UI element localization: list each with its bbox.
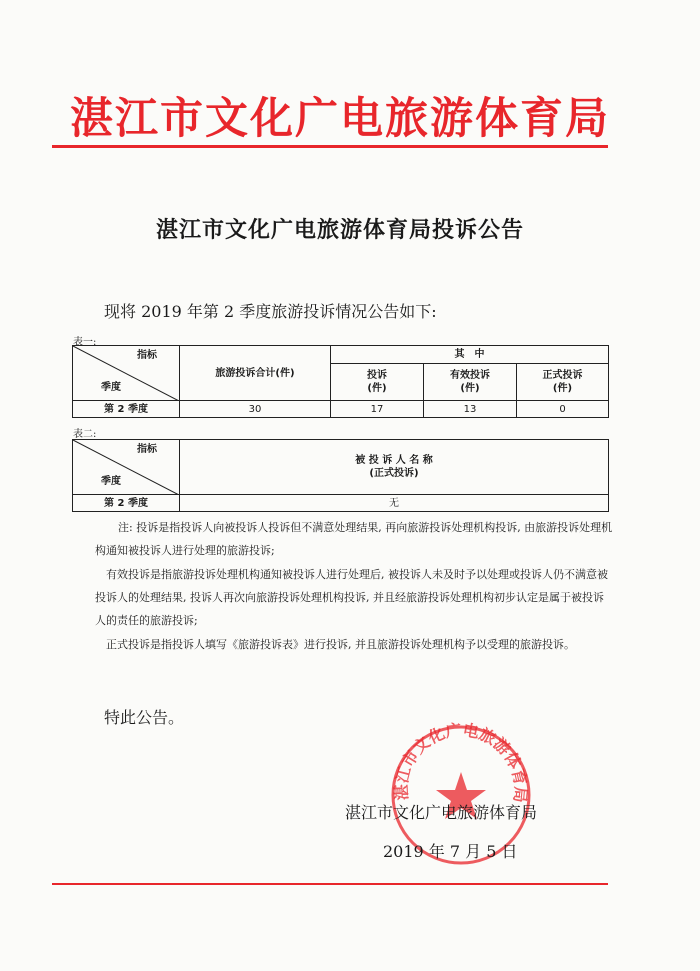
diagonal-line [73, 440, 179, 495]
col-name-line2: (正式投诉) [369, 468, 419, 479]
col-formal-header [517, 364, 609, 401]
diagonal-line [73, 346, 179, 401]
letterhead-rule [52, 145, 608, 148]
col-group-header: 其 中 [331, 346, 609, 364]
table-1 [72, 345, 609, 418]
corner-bottom-label: 季度 [101, 476, 121, 487]
col-total-header: 旅游投诉合计(件) [180, 346, 331, 401]
col-complaint-line1: 投诉 [367, 370, 387, 381]
col-valid-header [424, 364, 517, 401]
corner-top-label: 指标 [137, 350, 157, 361]
col-name-header [180, 440, 609, 495]
closing-remark: 特此公告。 [104, 708, 185, 727]
table-row [73, 401, 609, 418]
cell-complaint: 17 [331, 401, 424, 418]
col-formal-line1: 正式投诉 [542, 370, 583, 381]
document-title: 湛江市文化广电旅游体育局投诉公告 [155, 218, 524, 243]
table2-corner-cell [73, 440, 180, 495]
cell-formal: 0 [517, 401, 609, 418]
letterhead-title: 湛江市文化广电旅游体育局 [70, 94, 610, 144]
signature-date: 2019 年 7 月 5 日 [383, 842, 518, 861]
col-formal-line2: (件) [552, 383, 573, 394]
table1-label: 表一: [73, 337, 97, 348]
svg-text:湛江市文化广电旅游体育局: 湛江市文化广电旅游体育局 [391, 720, 531, 804]
corner-bottom-label: 季度 [101, 382, 121, 393]
col-name-line1: 被 投 诉 人 名 称 [355, 455, 433, 466]
note-paragraph-1: 注: 投诉是指投诉人向被投诉人投诉但不满意处理结果, 再向旅游投诉处理机构投诉, 由旅游投诉处理机构通知被投诉人进行处理的旅游投诉; [95, 521, 613, 557]
table1-corner-cell [73, 346, 180, 401]
table2-label: 表二: [73, 429, 97, 440]
corner-top-label: 指标 [137, 444, 157, 455]
row-quarter: 第 2 季度 [73, 495, 180, 512]
col-complaint-line2: (件) [367, 383, 387, 394]
col-valid-line2: (件) [460, 383, 480, 394]
note-paragraph-3: 正式投诉是指投诉人填写《旅游投诉表》进行投诉, 并且旅游投诉处理机构予以受理的旅游投诉。 [106, 638, 575, 651]
col-complaint-header [331, 364, 424, 401]
cell-total: 30 [180, 401, 331, 418]
intro-paragraph: 现将 2019 年第 2 季度旅游投诉情况公告如下: [104, 302, 437, 321]
table-2 [72, 439, 609, 512]
cell-valid: 13 [424, 401, 517, 418]
row-quarter: 第 2 季度 [73, 401, 180, 418]
signature-organization: 湛江市文化广电旅游体育局 [345, 803, 538, 822]
footer-rule [52, 883, 608, 885]
cell-name: 无 [180, 495, 609, 512]
col-valid-line1: 有效投诉 [450, 370, 490, 381]
table-row [73, 495, 609, 512]
note-paragraph-2: 有效投诉是指旅游投诉处理机构通知被投诉人进行处理后, 被投诉人未及时予以处理或投诉人仍不满意被投诉人的处理结果, 投诉人再次向旅游投诉处理机构投诉, 并且经旅游投诉处理机构初步认定是属于被投诉人的责任的旅游投诉; [95, 568, 608, 627]
